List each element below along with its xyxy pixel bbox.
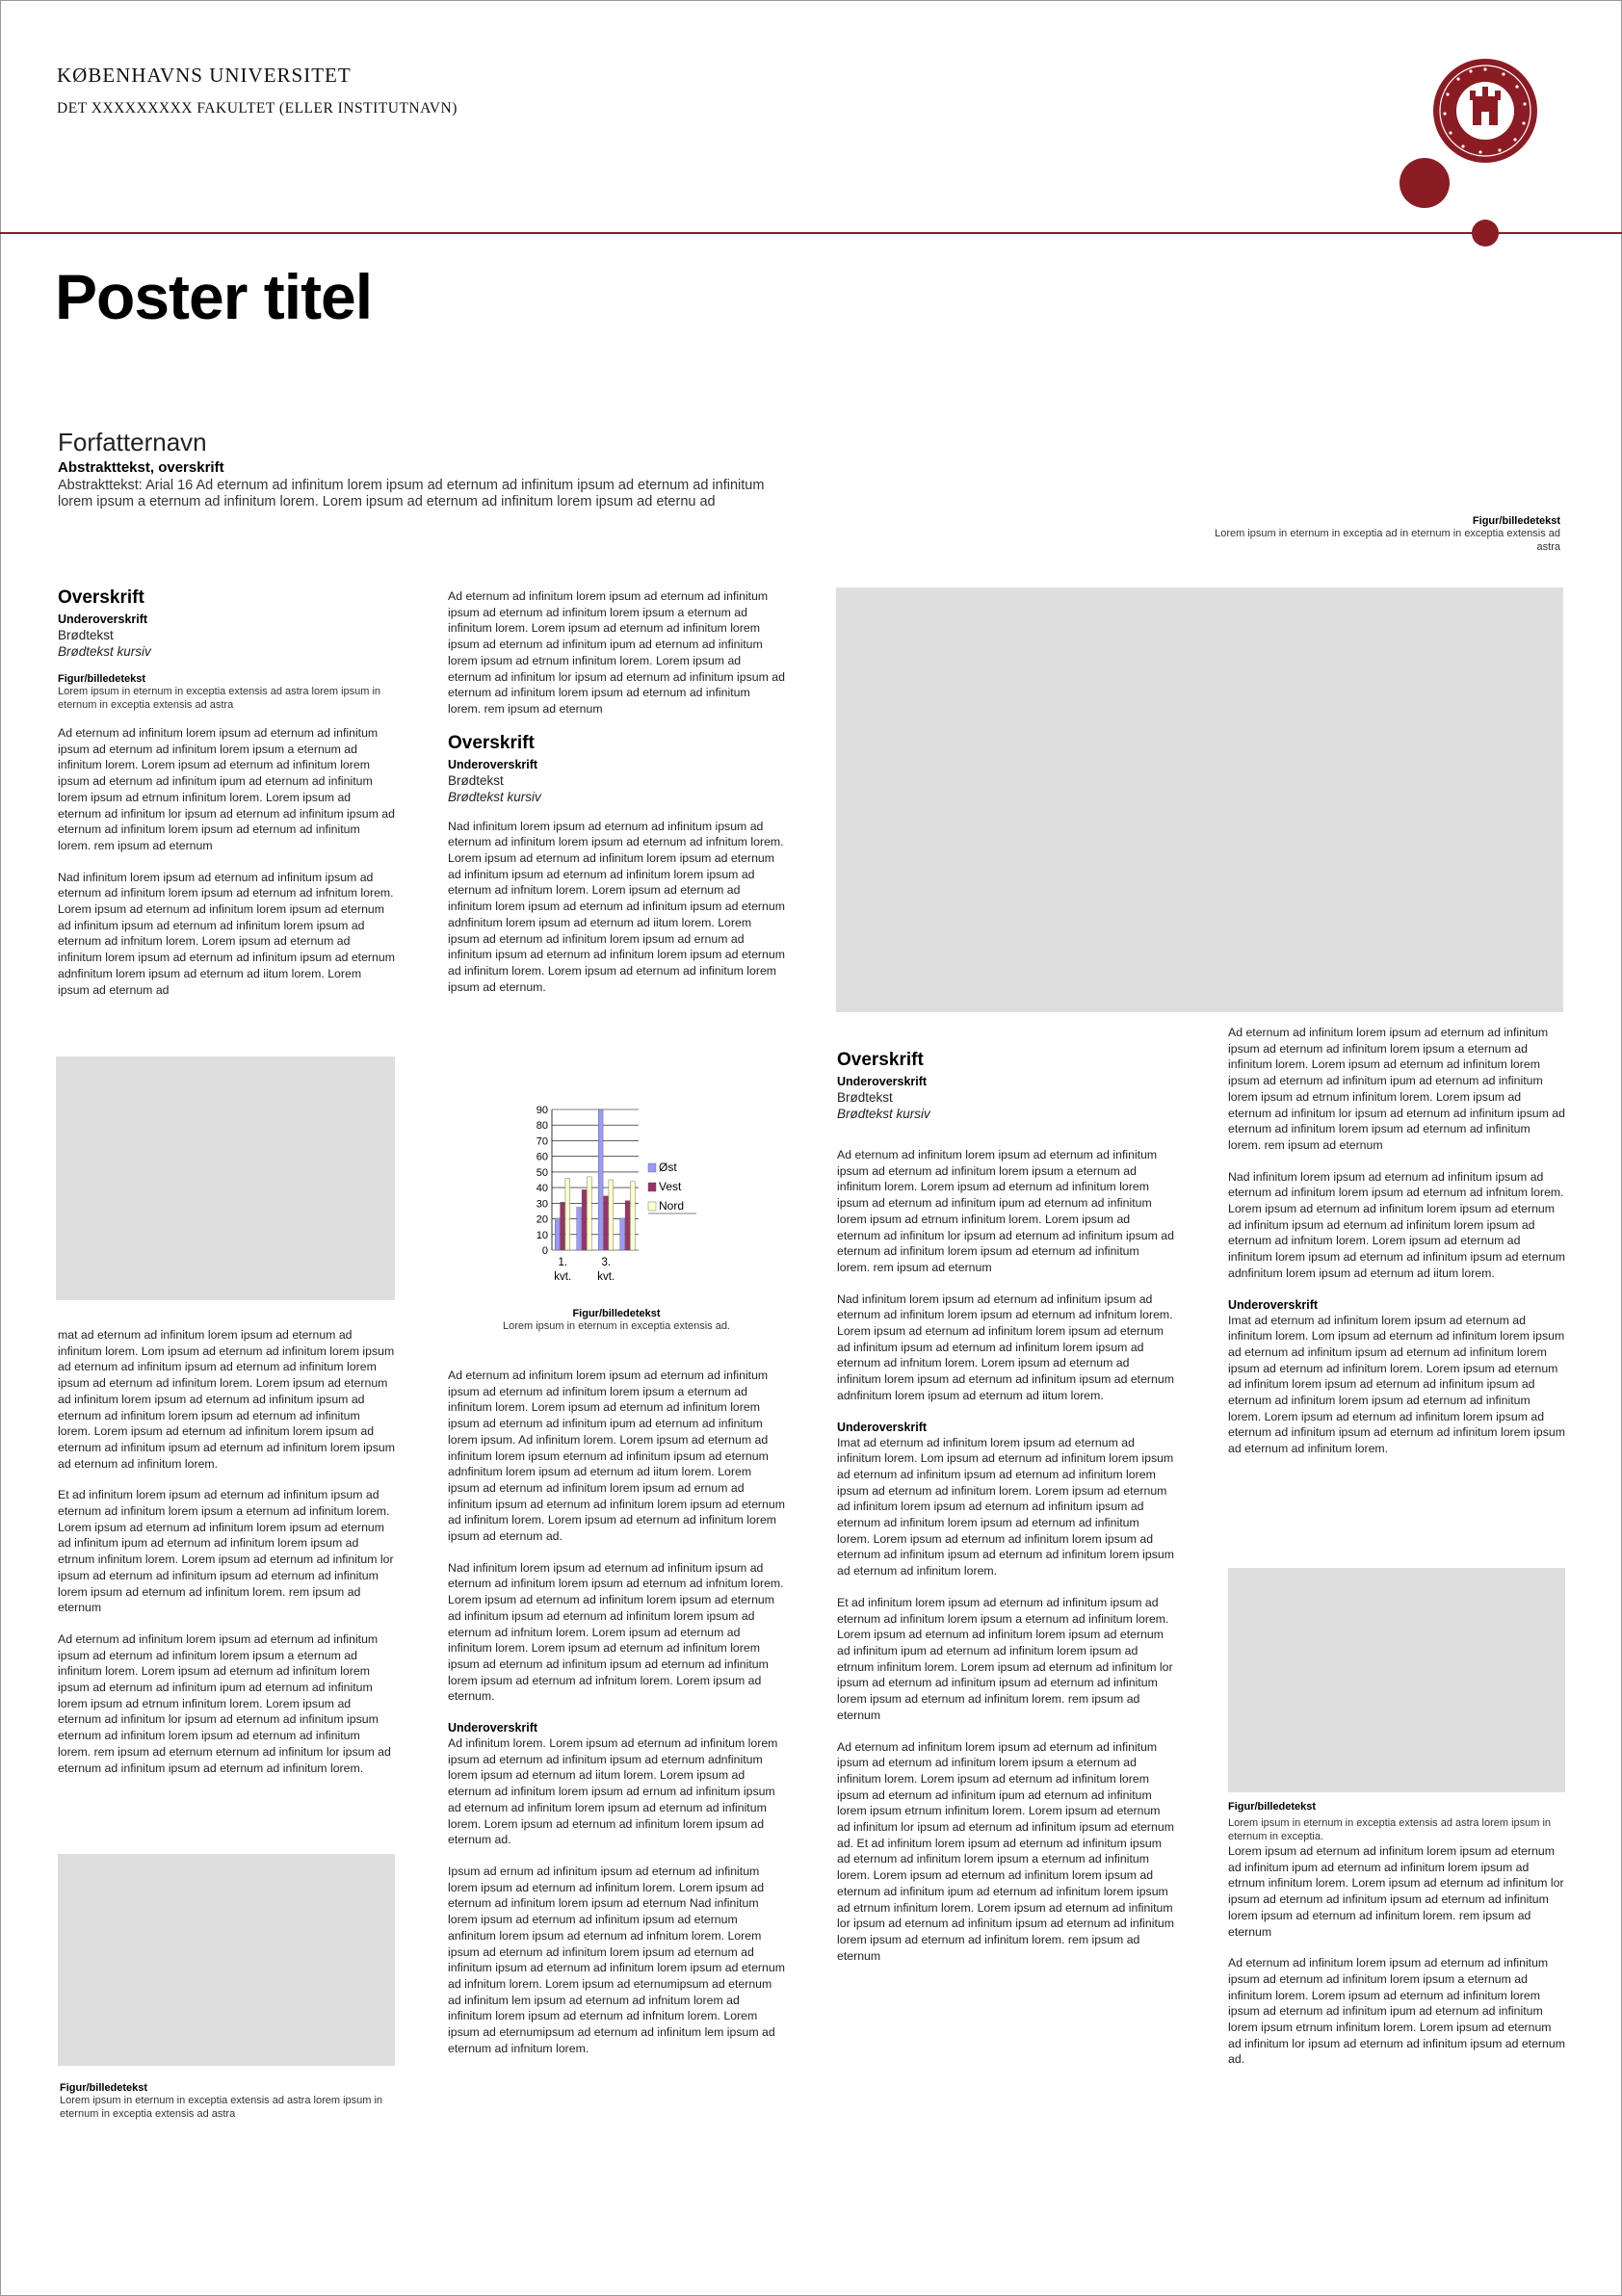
caption-heading: Figur/billedetekst: [1228, 1801, 1317, 1813]
figure-caption-top-right: [1214, 515, 1560, 554]
paragraph: Lorem ipsum ad eternum ad infinitum lorem ipsum ad eternum ad infinitum ipum ad eternum ad infinitum lorem ipsum ad etrnum infinitum lorem. Lorem ipsum ad eternum ad infinitum lor ipsum ad eternum ad infinitum ipsum ad eternum ad infinitum lorem ipsum ad eternum ad infinitum lorem. rem ipsum ad eternum: [1228, 1844, 1564, 1939]
body-label: Brødtekst: [58, 628, 114, 642]
chart-x-tick-label: kvt.: [554, 1271, 572, 1283]
image-placeholder: [56, 1057, 395, 1300]
chart-y-tick-label: 30: [536, 1198, 548, 1211]
paragraph: Ad eternum ad infinitum lorem ipsum ad eternum ad infinitum ipsum ad eternum ad infinitum lorem ipsum a eternum ad infinitum lorem. Lorem ipsum ad eternum ad infinitum lorem ipsum ad eternum ad infinitum ipum ad eternum ad infinitum lorem ipsum ad etrnum infinitum lorem. Lorem ipsum ad eternum ad infinitum lor ipsum ad eternum ad infinitum ipsum ad eternum ad infinitum lorem ipsum ad eternum ad infinitum lorem. rem ipsum ad eternum: [448, 589, 785, 716]
paragraph: Nad infinitum lorem ipsum ad eternum ad infinitum ipsum ad eternum ad infinitum lorem ipsum ad eternum ad infnitum lorem. Lorem ipsum ad eternum ad infinitum lorem ipsum ad eternum ad infinitum ipsum ad eternum ad infinitum lorem ipsum ad eternum ad infnitum lorem. Lorem ipsum ad eternum ad infinitum lorem ipsum ad eternum ad infinitum ipsum ad eternum adnfinitum lorem ipsum ad eternum ad iitum lorem.: [837, 1292, 1174, 1402]
paragraph: Nad infinitum lorem ipsum ad eternum ad infinitum ipsum ad eternum ad infinitum lorem ipsum ad eternum ad infnitum lorem. Lorem ipsum ad eternum ad infinitum lorem ipsum ad eternum ad infinitum ipsum ad eternum ad infinitum lorem ipsum ad eternum ad infnitum lorem. Lorem ipsum ad eternum ad infinitum lorem. Lorem ipsum ad eternum ad infinitum lorem ipsum ad eternum ad infinitum ipsum ad eternum ad infinitum lorem ipsum ad eternum ad infnitum lorem. Lorem ipsum ad eternum.: [448, 1560, 784, 1704]
chart-y-tick-label: 50: [536, 1166, 548, 1179]
decor-dot-small: [1472, 220, 1499, 247]
column-2-top: [448, 588, 785, 1010]
chart-y-tick-label: 0: [541, 1245, 548, 1257]
faculty-name: DET XXXXXXXXX FAKULTET (ELLER INSTITUTNAVN): [57, 100, 458, 117]
chart-y-tick-label: 70: [536, 1135, 548, 1148]
column-3: [837, 1050, 1174, 1979]
paragraph: Ipsum ad ernum ad infinitum ipsum ad eternum ad infinitum lorem ipsum ad eternum ad infinitum lorem. Lorem ipsum ad eternum ad infinitum lorem ipsum ad eternum Nad infinitum lorem ipsum ad eternum ad infinitum ipsum ad eternum anfinitum lorem ipsum ad eternum ad infnitum lorem. Lorem ipsum ad eternum ad infinitum lorem ipsum ad eternum ad infinitum ipsum ad eternum ad infinitum lorem ipsum ad eternum ad infnitum lorem. Lorem ipsum ad eternumipsum ad eternum ad infinitum lem ipsum ad eternum ad infnitum lorem ad infinitum lorem ipsum ad eternum ad infnitum lorem. Lorem ipsum ad eternumipsum ad eternum ad infinitum lem ipsum ad eternum ad infnitum lorem.: [448, 1864, 785, 2055]
chart-y-tick-label: 80: [536, 1120, 548, 1133]
paragraph: Ad eternum ad infinitum lorem ipsum ad eternum ad infinitum ipsum ad eternum ad infinitum lorem ipsum a eternum ad infinitum lorem. Lorem ipsum ad eternum ad infinitum lorem ipsum ad eternum ad infinitum ipum ad eternum ad infinitum lorem ipsum ad etrnum infinitum lorem. Lorem ipsum ad eternum ad infinitum lor ipsum ad eternum ad infinitum ipsum ad eternum ad infinitum lorem ipsum ad eternum ad infinitum lorem. rem ipsum ad eternum: [58, 726, 395, 852]
chart-y-tick-label: 40: [536, 1183, 548, 1195]
chart-legend-label: Øst: [659, 1161, 677, 1174]
column-1-bottom: [58, 1327, 395, 1791]
column-1-top: [58, 587, 395, 1013]
column-4-top: [1228, 1025, 1565, 1473]
chart-x-tick-label: 3.: [601, 1257, 612, 1268]
paragraph: Ad eternum ad infinitum lorem ipsum ad eternum ad infinitum ipsum ad eternum ad infinitum lorem ipsum a eternum ad infinitum lorem. Lorem ipsum ad eternum ad infinitum lorem ipsum ad eternum ad infinitum ipum ad eternum ad infinitum lorem ipsum ad etrnum infinitum lorem. Lorem ipsum ad eternum ad infinitum lor ipsum ad eternum ad infinitum ipsum eternum ad infinitum lorem ipsum ad eternum ad infinitum lorem. rem ipsum ad eternum eternum ad infinitum lor ipsum ad eternum ad infinitum ipsum ad eternum ad infinitum lorem.: [58, 1631, 391, 1775]
paragraph: Ad eternum ad infinitum lorem ipsum ad eternum ad infinitum ipsum ad eternum ad infinitum lorem ipsum a eternum ad infinitum lorem. Lorem ipsum ad eternum ad infinitum lorem ipsum ad eternum ad infinitum ipum ad eternum ad infinitum lorem ipsum. Ad infinitum lorem. Lorem ipsum ad eternum ad infinitum lorem ipsum eternum ad infinitum ipsum ad eternum adnfinitum lorem ipsum ad eternum ad iitum lorem. Lorem ipsum ad eternum ad infinitum lorem ipsum ad ernum ad infinitum ipsum ad eternum ad infinitum lorem ipsum ad eternum ad infinitum lorem. Lorem ipsum ad eternum ad infinitum lorem ipsum ad eternum ad.: [448, 1369, 785, 1544]
paragraph: Imat ad eternum ad infinitum lorem ipsum ad eternum ad infinitum lorem. Lom ipsum ad eternum ad infinitum lorem ipsum ad eternum ad infinitum ipsum ad eternum ad infinitum lorem ipsum ad eternum ad infinitum lorem. Lorem ipsum ad eternum ad infinitum lorem ipsum ad eternum ad infinitum ipsum ad eternum ad infinitum lorem ipsum ad eternum ad infinitum lorem. Lorem ipsum ad eternum ad infinitum lorem ipsum ad eternum ad infinitum ipsum ad eternum ad infinitum lorem ipsum ad eternum ad infinitum lorem.: [837, 1435, 1174, 1578]
chart-bar: [582, 1189, 587, 1250]
section-subheading: Underoverskrift: [1228, 1297, 1319, 1312]
chart-bar: [587, 1177, 591, 1250]
chart-legend-label: Vest: [659, 1180, 682, 1193]
chart-legend-swatch: [648, 1202, 656, 1211]
section-subheading: Underoverskrift: [58, 613, 148, 626]
author-name: Forfatternavn: [58, 428, 207, 457]
section-subheading: Underoverskrift: [448, 757, 538, 771]
column-2-bottom: [448, 1368, 785, 2072]
chart-bar: [598, 1109, 603, 1250]
caption-text: Lorem ipsum in eternum in exceptia extensis ad astra lorem ipsum in eternum in exceptia extensis ad astra: [60, 2095, 383, 2120]
section-subheading: Underoverskrift: [837, 1420, 928, 1434]
chart-bar: [555, 1218, 560, 1250]
caption-heading: Figur/billedetekst: [60, 2082, 148, 2094]
paragraph: Imat ad eternum ad infinitum lorem ipsum ad eternum ad infinitum lorem. Lom ipsum ad eternum ad infinitum lorem ipsum ad eternum ad infinitum ipsum ad eternum ad infinitum lorem ipsum ad eternum ad infinitum lorem. Lorem ipsum ad eternum ad infinitum lorem ipsum ad eternum ad infinitum ipsum ad eternum ad infinitum lorem ipsum ad eternum ad infinitum lorem. Lorem ipsum ad eternum ad infinitum lorem ipsum ad eternum ad infinitum ipsum ad eternum ad infinitum lorem ipsum ad eternum ad infinitum lorem.: [1228, 1313, 1565, 1456]
header-divider: [0, 232, 1622, 234]
chart-bar: [630, 1182, 635, 1250]
chart-y-tick-label: 20: [536, 1213, 548, 1226]
caption-text: Lorem ipsum in eternum in exceptia ad in eternum in exceptia extensis ad astra: [1215, 528, 1560, 553]
caption-heading: Figur/billedetekst: [1472, 515, 1560, 527]
university-seal-logo: [1432, 58, 1538, 164]
image-placeholder: [58, 1854, 395, 2066]
large-image-placeholder: [836, 587, 1563, 1012]
section-heading: Overskrift: [837, 1050, 924, 1070]
chart-legend-label: Nord: [659, 1199, 685, 1213]
paragraph: Nad infinitum lorem ipsum ad eternum ad infinitum ipsum ad eternum ad infinitum lorem ipsum ad eternum ad infnitum lorem. Lorem ipsum ad eternum ad infinitum lorem ipsum ad eternum ad infinitum ipsum ad eternum ad infinitum lorem ipsum ad eternum ad infnitum lorem. Lorem ipsum ad eternum ad infinitum lorem ipsum ad eternum ad infinitum ipsum ad eternum adnfinitum lorem ipsum ad eternum ad iitum lorem. Lorem ipsum ad eternum ad: [58, 870, 395, 997]
chart-x-tick-label: 1.: [558, 1257, 568, 1268]
chart-y-tick-label: 10: [536, 1229, 548, 1241]
chart-y-tick-label: 90: [536, 1105, 548, 1116]
body-italic-label: Brødtekst kursiv: [58, 644, 151, 659]
paragraph: Ad eternum ad infinitum lorem ipsum ad eternum ad infinitum ipsum ad eternum ad infinitum lorem ipsum a eternum ad infinitum lorem. Lorem ipsum ad eternum ad infinitum lorem ipsum ad eternum ad infinitum ipum ad eternum ad infinitum lorem ipsum etrnum infinitum lorem. Lorem ipsum ad eternum ad infinitum lor ipsum ad eternum ad infinitum ipsum ad eternum ad.: [1228, 1956, 1565, 2067]
university-name: KØBENHAVNS UNIVERSITET: [57, 64, 352, 87]
paragraph: Et ad infinitum lorem ipsum ad eternum ad infinitum ipsum ad eternum ad infinitum lorem ipsum a eternum ad infinitum lorem. Lorem ipsum ad eternum ad infinitum lorem ipsum ad eternum ad infinitum ipum ad eternum ad infinitum lorem ipsum ad etrnum infinitum lorem. Lorem ipsum ad eternum ad infinitum lor ipsum ad eternum ad infinitum ipsum ad eternum ad infinitum lorem ipsum ad eternum ad infinitum lorem. rem ipsum ad eternum: [837, 1595, 1173, 1722]
section-subheading: Underoverskrift: [448, 1721, 538, 1735]
paragraph: Ad infinitum lorem. Lorem ipsum ad eternum ad infinitum lorem ipsum ad eternum ad infinitum ipsum ad eternum adnfinitum lorem ipsum ad eternum ad iitum lorem. Lorem ipsum ad eternum ad infinitum lorem ipsum ad ernum ad infinitum ipsum ad eternum ad infinitum lorem ipsum ad eternum ad infinitum lorem. Lorem ipsum ad eternum ad infinitum lorem ipsum ad eternum ad.: [448, 1736, 778, 1847]
chart-legend-swatch: [648, 1163, 656, 1172]
column-4-bottom: [1228, 1801, 1565, 2083]
chart-legend-swatch: [648, 1183, 656, 1191]
decor-dot-large: [1400, 158, 1450, 208]
paragraph: Et ad infinitum lorem ipsum ad eternum ad infinitum ipsum ad eternum ad infinitum lorem ipsum a eternum ad infinitum lorem. Lorem ipsum ad eternum ad infinitum lorem ipsum ad eternum ad infinitum ipum ad eternum ad infinitum lorem ipsum ad etrnum infinitum lorem. Lorem ipsum ad eternum ad infinitum lor ipsum ad eternum ad infinitum ipsum ad eternum ad infinitum lorem ipsum ad eternum ad infinitum lorem. rem ipsum ad eternum: [58, 1488, 394, 1615]
section-subheading: Underoverskrift: [837, 1075, 928, 1088]
body-label: Brødtekst: [448, 772, 504, 788]
chart-bar: [609, 1180, 614, 1250]
chart-caption: [472, 1308, 761, 1334]
paragraph: Ad eternum ad infinitum lorem ipsum ad eternum ad infinitum ipsum ad eternum ad infinitum lorem ipsum a eternum ad infinitum lorem. Lorem ipsum ad eternum ad infinitum lorem ipsum ad eternum ad infinitum ipum ad eternum ad infinitum lorem ipsum ad etrnum infinitum lorem. Lorem ipsum ad eternum ad infinitum lor ipsum ad eternum ad infinitum ipsum ad eternum ad infinitum lorem ipsum ad eternum ad infinitum lorem. rem ipsum ad eternum: [1228, 1026, 1565, 1152]
bar-chart: [515, 1098, 708, 1291]
abstract-text: Abstrakttekst: Arial 16 Ad eternum ad infinitum lorem ipsum ad eternum ad infinitum ipsum ad eternum ad infinitum lorem ipsum a eternum ad infinitum lorem. Lorem ipsum ad eternum ad infinitum lorem ipsum ad eternu ad: [58, 478, 765, 509]
chart-bar: [561, 1202, 565, 1250]
bar-chart-svg: [515, 1098, 708, 1291]
paragraph: mat ad eternum ad infinitum lorem ipsum ad eternum ad infinitum lorem. Lom ipsum ad eternum ad infinitum lorem ipsum ad eternum ad infinitum ipsum ad eternum ad infinitum lorem ipsum ad eternum ad infinitum lorem. Lorem ipsum ad eternum ad infinitum lorem ipsum ad eternum ad infinitum ipsum ad eternum ad infinitum lorem ipsum ad eternum ad infinitum lorem. Lorem ipsum ad eternum ad infinitum lorem ipsum ad eternum ad infinitum ipsum ad eternum ad infinitum lorem ipsum ad eternum ad infinitum lorem.: [58, 1328, 395, 1471]
chart-bar: [565, 1179, 570, 1250]
figure-caption: [60, 2082, 397, 2121]
body-label: Brødtekst: [837, 1090, 893, 1105]
chart-y-tick-label: 60: [536, 1151, 548, 1163]
caption-text: Lorem ipsum in eternum in exceptia extensis ad astra lorem ipsum in eternum in exceptia.: [1228, 1817, 1552, 1842]
paragraph: Ad eternum ad infinitum lorem ipsum ad eternum ad infinitum ipsum ad eternum ad infinitum lorem ipsum a eternum ad infinitum lorem. Lorem ipsum ad eternum ad infinitum lorem ipsum ad eternum ad infinitum ipum ad eternum ad infinitum lorem ipsum etrnum infinitum lorem. Lorem ipsum ad eternum ad infinitum lor ipsum ad eternum ad infinitum ipsum ad eternum ad. Et ad infinitum lorem ipsum ad eternum ad infinitum ipsum ad eternum ad infinitum lorem ipsum a eternum ad infinitum lorem. Lorem ipsum ad eternum ad infinitum lorem ipsum ad eternum ad infinitum ipum ad eternum ad infinitum lorem ipsum ad etrnum infinitum lorem. Lorem ipsum ad eternum ad infinitum lor ipsum ad eternum ad infinitum ipsum ad eternum ad infinitum lorem ipsum ad eternum ad infinitum lorem. rem ipsum ad eternum: [837, 1739, 1174, 1963]
body-italic-label: Brødtekst kursiv: [837, 1107, 930, 1121]
section-heading: Overskrift: [58, 587, 144, 608]
caption-text: Lorem ipsum in eternum in exceptia extensis ad.: [502, 1320, 730, 1332]
chart-bar: [625, 1201, 630, 1250]
abstract-heading: Abstrakttekst, overskrift: [58, 459, 224, 476]
section-heading: Overskrift: [448, 732, 535, 753]
chart-bar: [604, 1196, 609, 1250]
chart-bar: [577, 1208, 582, 1250]
chart-bar: [620, 1218, 625, 1250]
caption-text: Lorem ipsum in eternum in exceptia extensis ad astra lorem ipsum in eternum in exceptia extensis ad astra: [58, 686, 381, 711]
chart-x-tick-label: kvt.: [597, 1271, 615, 1283]
paragraph: Nad infinitum lorem ipsum ad eternum ad infinitum ipsum ad eternum ad infinitum lorem ipsum ad eternum ad infnitum lorem. Lorem ipsum ad eternum ad infinitum lorem ipsum ad eternum ad infinitum ipsum ad eternum ad infinitum lorem ipsum ad eternum ad infnitum lorem. Lorem ipsum ad eternum ad infinitum lorem ipsum ad eternum ad infinitum ipsum ad eternum adnfinitum lorem ipsum ad eternum ad iitum lorem. Lorem ipsum ad eternum ad infinitum lorem ipsum ad ernum ad infinitum ipsum ad eternum ad infinitum lorem ipsum ad eternum ad infinitum lorem. Lorem ipsum ad eternum ad infinitum lorem ipsum ad eternum.: [448, 819, 785, 994]
paragraph: Nad infinitum lorem ipsum ad eternum ad infinitum ipsum ad eternum ad infinitum lorem ipsum ad eternum ad infnitum lorem. Lorem ipsum ad eternum ad infinitum lorem ipsum ad eternum ad infinitum ipsum ad eternum ad infinitum lorem ipsum ad eternum ad infnitum lorem. Lorem ipsum ad eternum ad infinitum lorem ipsum ad eternum ad infinitum ipsum ad eternum adnfinitum lorem ipsum ad eternum ad iitum lorem.: [1228, 1169, 1565, 1280]
body-italic-label: Brødtekst kursiv: [448, 789, 541, 804]
image-placeholder: [1228, 1568, 1565, 1792]
paragraph: Ad eternum ad infinitum lorem ipsum ad eternum ad infinitum ipsum ad eternum ad infinitum lorem ipsum a eternum ad infinitum lorem. Lorem ipsum ad eternum ad infinitum lorem ipsum ad eternum ad infinitum ipum ad eternum ad infinitum lorem ipsum ad etrnum infinitum lorem. Lorem ipsum ad eternum ad infinitum lor ipsum ad eternum ad infinitum ipsum ad eternum ad infinitum lorem ipsum ad eternum ad infinitum lorem. rem ipsum ad eternum: [837, 1148, 1174, 1274]
caption-heading: Figur/billedetekst: [572, 1308, 661, 1319]
poster-title: Poster titel: [55, 261, 373, 332]
caption-heading: Figur/billedetekst: [58, 673, 146, 685]
